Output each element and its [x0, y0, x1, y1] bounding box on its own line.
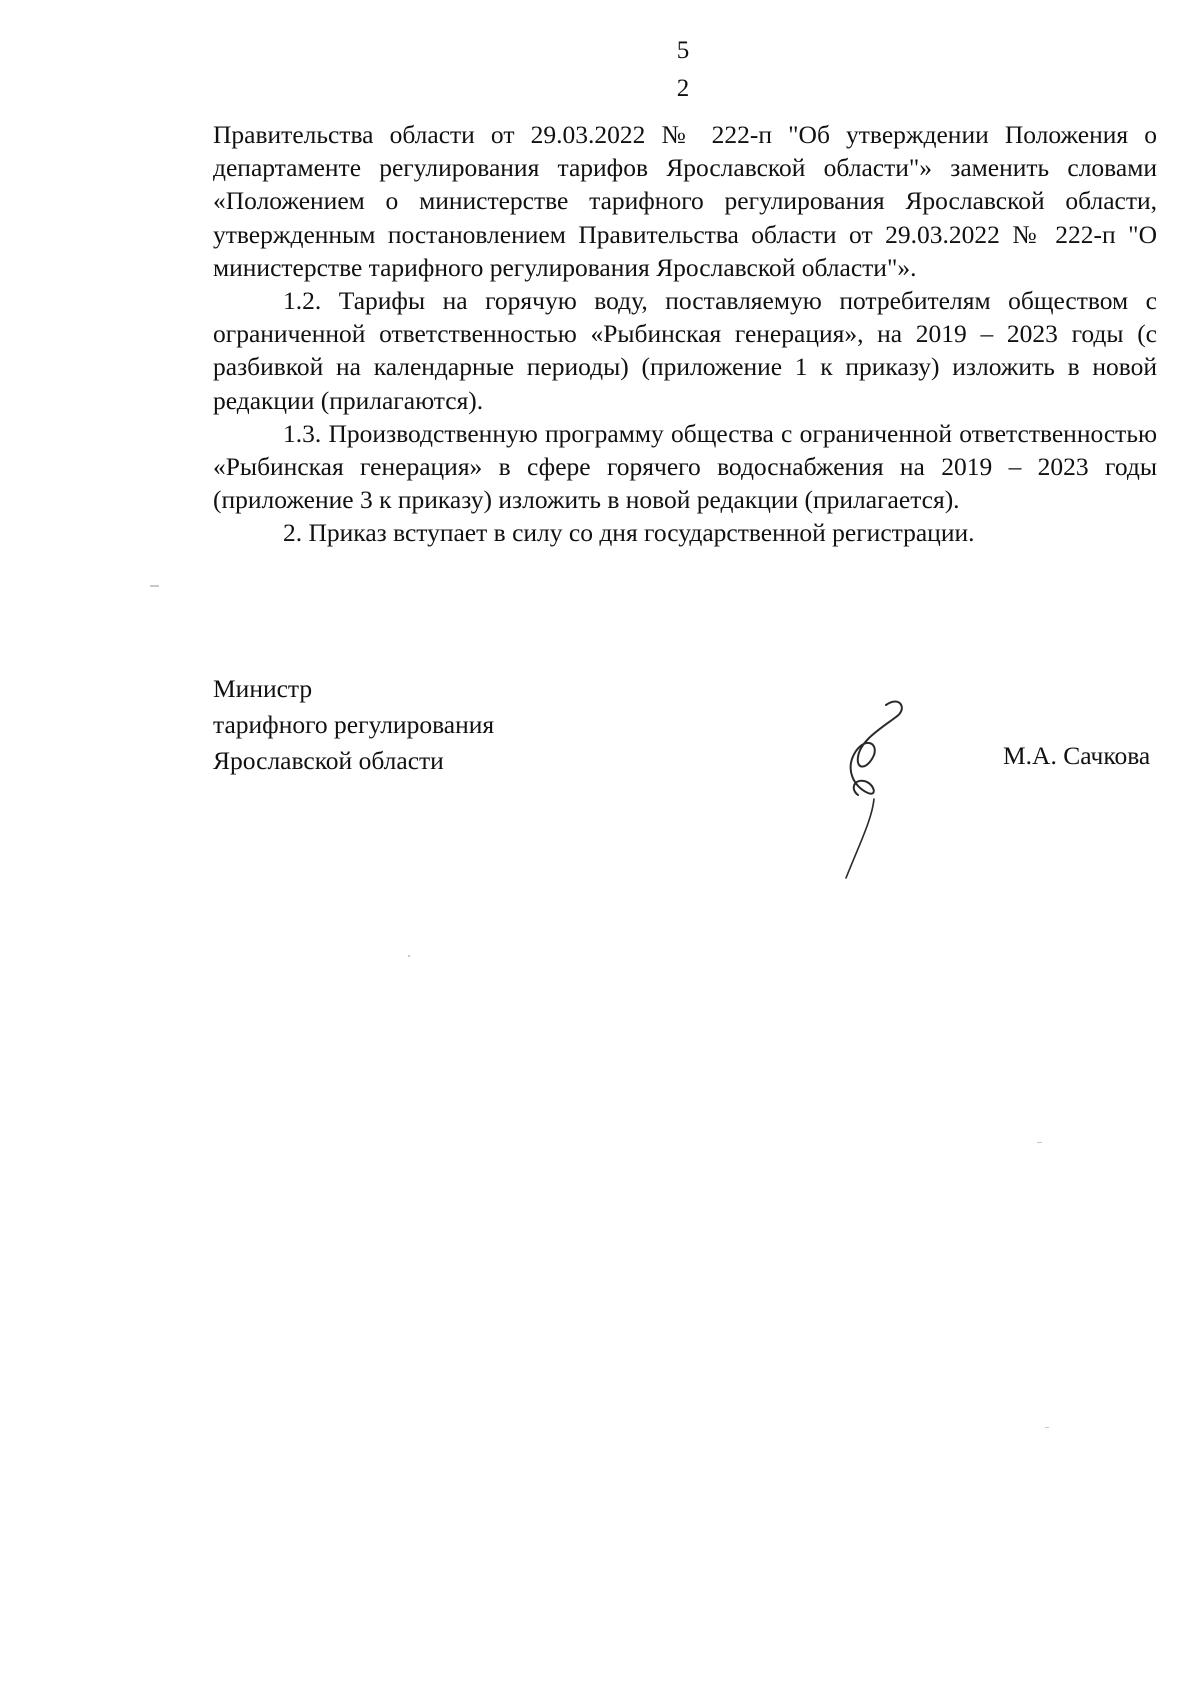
- signatory-title-line-3: Ярославской области: [213, 746, 444, 775]
- paragraph-continuation: Правительства области от 29.03.2022 № 222-п "Об утверждении Положения о департаменте регулирования тарифов Ярославской области"» заменить словами «Положением о министерстве тарифного регулирования Ярославской области, утвержденным постановлением Правительства области от 29.03.2022 № 222-п "О министерстве тарифного регулирования Ярославской области"».: [213, 120, 1157, 282]
- handwritten-signature: [838, 695, 968, 880]
- signatory-title-line-2: тарифного регулирования: [213, 710, 495, 739]
- scan-speck: [150, 585, 159, 587]
- document-body: [213, 118, 1157, 550]
- signatory-title-line-1: Министр: [213, 674, 313, 703]
- signatory-name: М.А. Сачкова: [1003, 741, 1151, 770]
- scan-speck: [1045, 1427, 1049, 1428]
- scan-speck: [408, 955, 410, 957]
- page-number-outer: 5: [676, 37, 690, 64]
- scan-speck: [1037, 1142, 1042, 1143]
- paragraph-2: 2. Приказ вступает в силу со дня государственной регистрации.: [283, 518, 975, 548]
- paragraph-1-3: 1.3. Производственную программу общества с ограниченной ответственностью «Рыбинская генерация» в сфере горячего водоснабжения на 2019 – 2023 годы (приложение 3 к приказу) изложить в новой редакции (прилагается).: [213, 418, 1157, 515]
- paragraph-1-2: 1.2. Тарифы на горячую воду, поставляемую потребителям обществом с ограниченной ответственностью «Рыбинская генерация», на 2019 – 2023 годы (с разбивкой на календарные периоды) (приложение 1 к приказу) изложить в новой редакции (прилагаются).: [213, 286, 1157, 415]
- page-number-inner: 2: [676, 75, 690, 102]
- signatory-title: [213, 671, 494, 779]
